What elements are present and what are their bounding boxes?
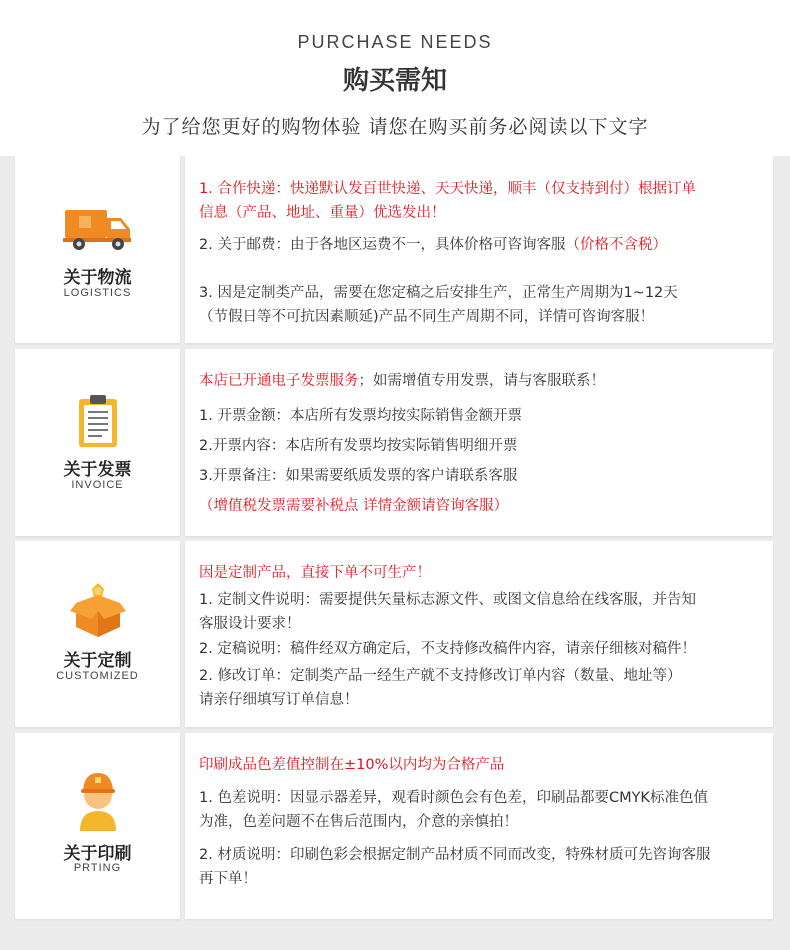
printing-section [15, 733, 773, 919]
invoice-title: 关于发票 [63, 460, 132, 480]
printing-side-panel [15, 733, 180, 919]
logistics-side-panel [15, 156, 180, 343]
logistics-postage-note: （价格不含税） [565, 237, 667, 253]
logistics-line-5: （节假日等不可抗因素顺延)产品不同生产周期不同，详情可咨询客服！ [199, 309, 655, 325]
customized-line-6: 请亲仔细填写订单信息！ [199, 692, 359, 708]
invoice-line-5: （增值税发票需要补税点 详情金额请咨询客服） [199, 498, 509, 514]
customized-side-panel [15, 541, 180, 727]
logistics-line-3 [199, 233, 769, 257]
invoice-line-3: 2.开票内容：本店所有发票均按实际销售明细开票 [199, 438, 518, 454]
logistics-line-1: 1. 合作快递：快递默认发百世快递、天天快递，顺丰（仅支持到付）根据订单 [199, 181, 696, 197]
page-header [0, 0, 790, 156]
invoice-line-1 [199, 369, 769, 393]
page-subtitle: 为了给您更好的购物体验 请您在购买前务必阅读以下文字 [141, 116, 649, 138]
printing-subtitle: PRTING [73, 862, 122, 874]
printing-line-4: 2. 材质说明：印刷色彩会根据定制产品材质不同而改变，特殊材质可先咨询客服 [199, 847, 711, 863]
printing-line-5: 再下单！ [199, 871, 257, 887]
worker-avatar-icon [15, 771, 180, 831]
invoice-subtitle: INVOICE [71, 479, 124, 491]
logistics-subtitle: LOGISTICS [63, 287, 132, 299]
printing-line-3: 为准，色差问题不在售后范围内，介意的亲慎拍！ [199, 814, 518, 830]
logistics-title: 关于物流 [63, 268, 132, 288]
customized-section [15, 541, 773, 727]
invoice-content [185, 349, 773, 536]
logistics-line-4: 3. 因是定制类产品，需要在您定稿之后安排生产，正常生产周期为1~12天 [199, 285, 678, 301]
invoice-service-text: 本店已开通电子发票服务 [199, 373, 359, 389]
printing-line-2: 1. 色差说明：因显示器差异，观看时颜色会有色差，印刷品都要CMYK标准色值 [199, 790, 708, 806]
customized-content [185, 541, 773, 727]
invoice-clipboard-icon [15, 393, 180, 449]
customized-line-1: 因是定制产品，直接下单不可生产！ [199, 565, 431, 581]
invoice-side-panel [15, 349, 180, 536]
customized-line-3: 客服设计要求！ [199, 616, 301, 632]
logistics-postage-text: 2. 关于邮费：由于各地区运费不一，具体价格可咨询客服 [199, 237, 566, 253]
customized-title: 关于定制 [63, 651, 132, 671]
printing-content [185, 733, 773, 919]
invoice-contact-text: ；如需增值专用发票，请与客服联系！ [358, 373, 605, 389]
logistics-line-2: 信息（产品、地址、重量）优选发出！ [199, 205, 446, 221]
customized-line-5: 2. 修改订单：定制类产品一经生产就不支持修改订单内容（数量、地址等） [199, 668, 682, 684]
truck-icon [15, 204, 180, 254]
customized-subtitle: CUSTOMIZED [56, 670, 139, 682]
invoice-line-4: 3.开票备注：如果需要纸质发票的客户请联系客服 [199, 468, 518, 484]
english-title: PURCHASE NEEDS [297, 32, 493, 52]
logistics-content [185, 156, 773, 343]
logistics-section [15, 156, 773, 343]
invoice-section [15, 349, 773, 536]
page-title: 购买需知 [342, 66, 447, 96]
invoice-line-2: 1. 开票金额：本店所有发票均按实际销售金额开票 [199, 408, 522, 424]
customized-line-2: 1. 定制文件说明：需要提供矢量标志源文件、或图文信息给在线客服，并告知 [199, 592, 696, 608]
printing-line-1: 印刷成品色差值控制在±10%以内均为合格产品 [199, 757, 505, 773]
printing-title: 关于印刷 [63, 844, 132, 864]
customized-line-4: 2. 定稿说明：稿件经双方确定后，不支持修改稿件内容，请亲仔细核对稿件！ [199, 641, 696, 657]
custom-box-icon [15, 583, 180, 639]
